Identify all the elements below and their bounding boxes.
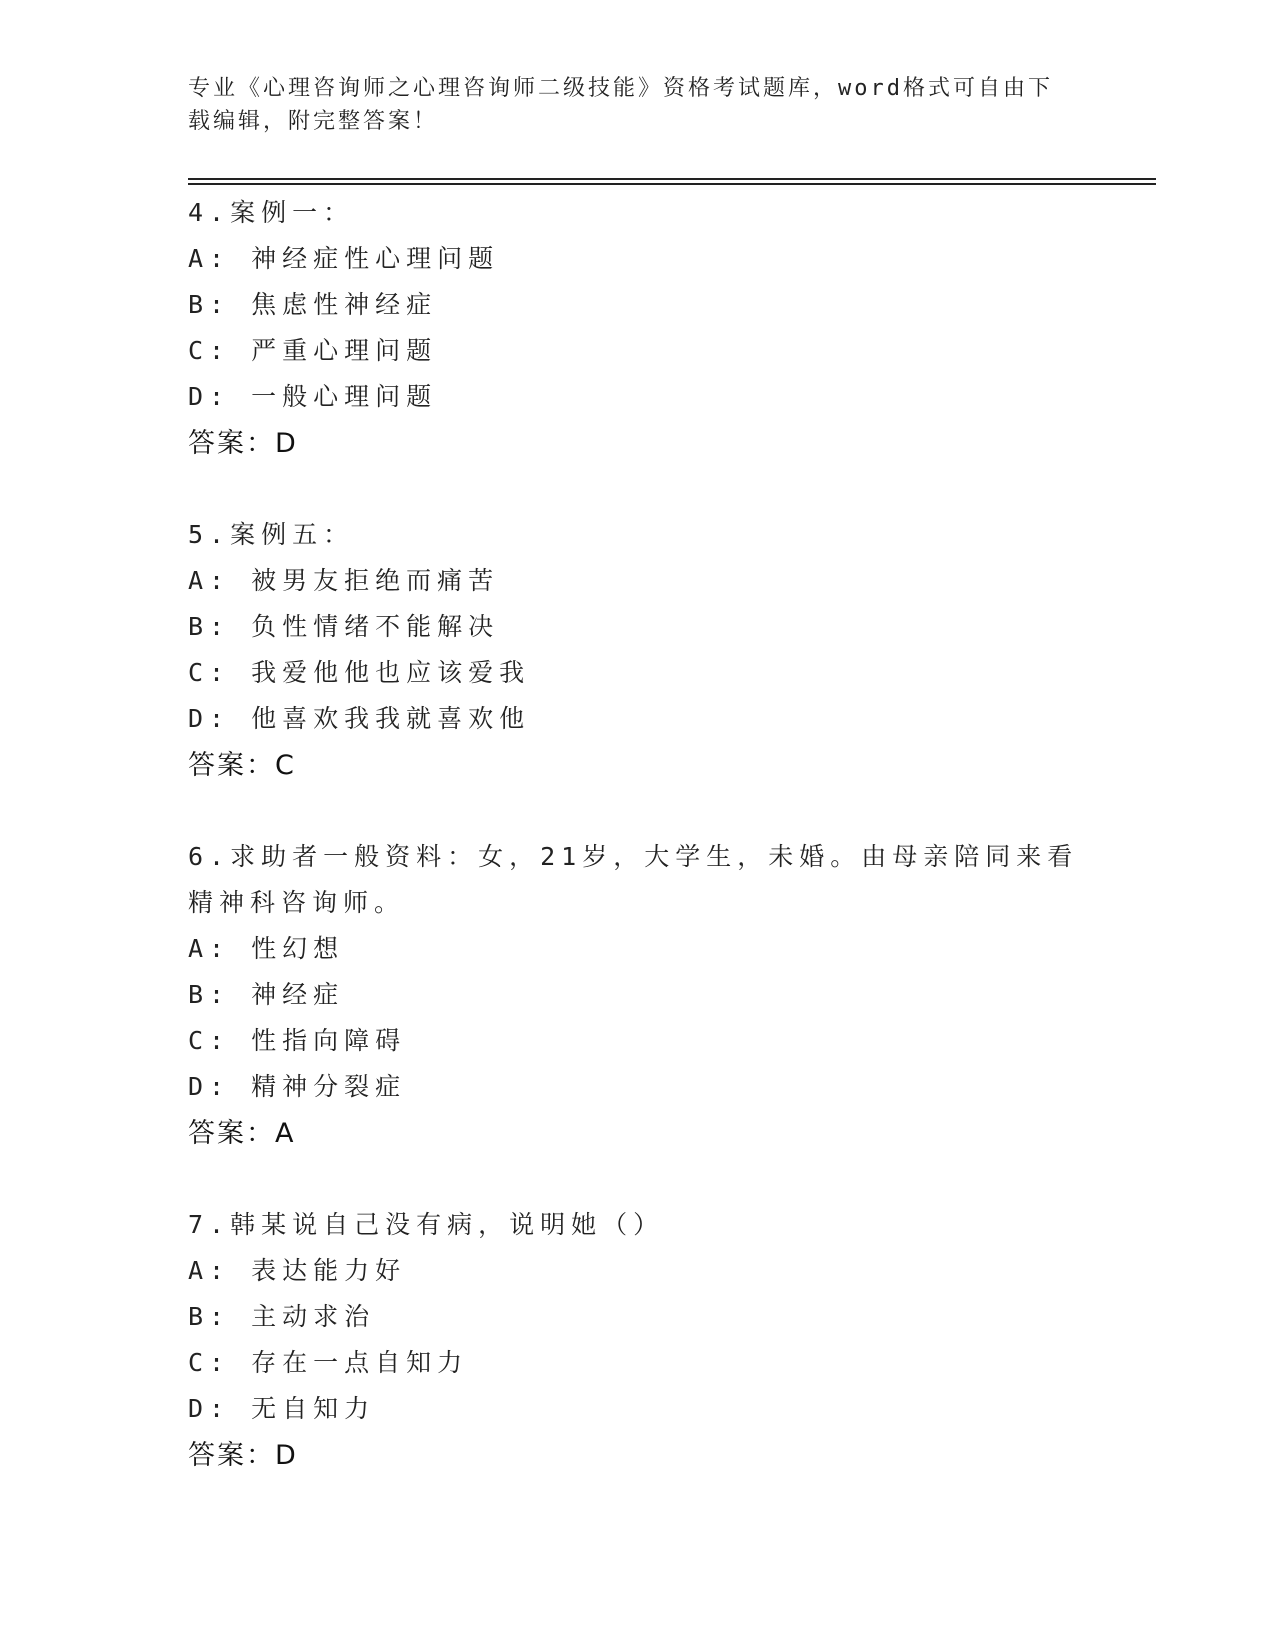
header-divider-bottom (188, 183, 1156, 185)
answer-line: 答案：C (188, 750, 296, 781)
option-text: 一般心理问题 (251, 382, 438, 411)
option-text: 神经症性心理问题 (251, 244, 500, 273)
option-letter: C: (188, 1026, 231, 1055)
option-c (188, 650, 1088, 696)
option-a (188, 1248, 1088, 1294)
question-item (188, 512, 1088, 790)
option-text: 精神分裂症 (251, 1072, 407, 1101)
option-b (188, 1294, 1088, 1340)
answer-line: 答案：A (188, 1118, 296, 1149)
option-text: 焦虑性神经症 (251, 290, 438, 319)
option-c (188, 1018, 1088, 1064)
option-c (188, 328, 1088, 374)
question-stem: 4.案例一： (188, 198, 355, 227)
option-text: 主动求治 (251, 1302, 376, 1331)
option-text: 我爱他他也应该爱我 (251, 658, 531, 687)
option-d (188, 1386, 1088, 1432)
option-a (188, 558, 1088, 604)
header-divider-top (188, 178, 1156, 180)
option-text: 无自知力 (251, 1394, 376, 1423)
question-item (188, 190, 1088, 468)
question-item (188, 834, 1088, 1158)
option-letter: C: (188, 658, 231, 687)
option-letter: C: (188, 336, 231, 365)
option-a (188, 926, 1088, 972)
option-letter: A: (188, 244, 231, 273)
option-letter: B: (188, 980, 231, 1009)
option-letter: C: (188, 1348, 231, 1377)
question-stem: 6.求助者一般资料：女，21岁，大学生，未婚。由母亲陪同来看精神科咨询师。 (188, 842, 1079, 917)
option-a (188, 236, 1088, 282)
option-d (188, 696, 1088, 742)
option-letter: B: (188, 290, 231, 319)
option-text: 神经症 (251, 980, 345, 1009)
option-c (188, 1340, 1088, 1386)
option-letter: D: (188, 1394, 231, 1423)
option-letter: D: (188, 382, 231, 411)
question-list (188, 190, 1088, 1524)
option-letter: B: (188, 1302, 231, 1331)
answer-line: 答案：D (188, 1440, 298, 1471)
option-b (188, 604, 1088, 650)
option-letter: A: (188, 566, 231, 595)
option-d (188, 1064, 1088, 1110)
option-d (188, 374, 1088, 420)
option-letter: A: (188, 934, 231, 963)
option-text: 被男友拒绝而痛苦 (251, 566, 500, 595)
option-text: 性指向障碍 (251, 1026, 407, 1055)
option-letter: D: (188, 704, 231, 733)
option-text: 负性情绪不能解决 (251, 612, 500, 641)
option-letter: D: (188, 1072, 231, 1101)
question-item (188, 1202, 1088, 1480)
option-text: 表达能力好 (251, 1256, 407, 1285)
option-letter: A: (188, 1256, 231, 1285)
option-text: 性幻想 (251, 934, 345, 963)
option-text: 他喜欢我我就喜欢他 (251, 704, 531, 733)
question-stem: 5.案例五： (188, 520, 355, 549)
answer-line: 答案：D (188, 428, 298, 459)
option-b (188, 282, 1088, 328)
question-stem: 7.韩某说自己没有病，说明她（） (188, 1210, 665, 1239)
option-text: 存在一点自知力 (251, 1348, 469, 1377)
document-header: 专业《心理咨询师之心理咨询师二级技能》资格考试题库，word格式可自由下载编辑，附完整答案！ (188, 76, 1053, 134)
option-text: 严重心理问题 (251, 336, 438, 365)
option-b (188, 972, 1088, 1018)
option-letter: B: (188, 612, 231, 641)
